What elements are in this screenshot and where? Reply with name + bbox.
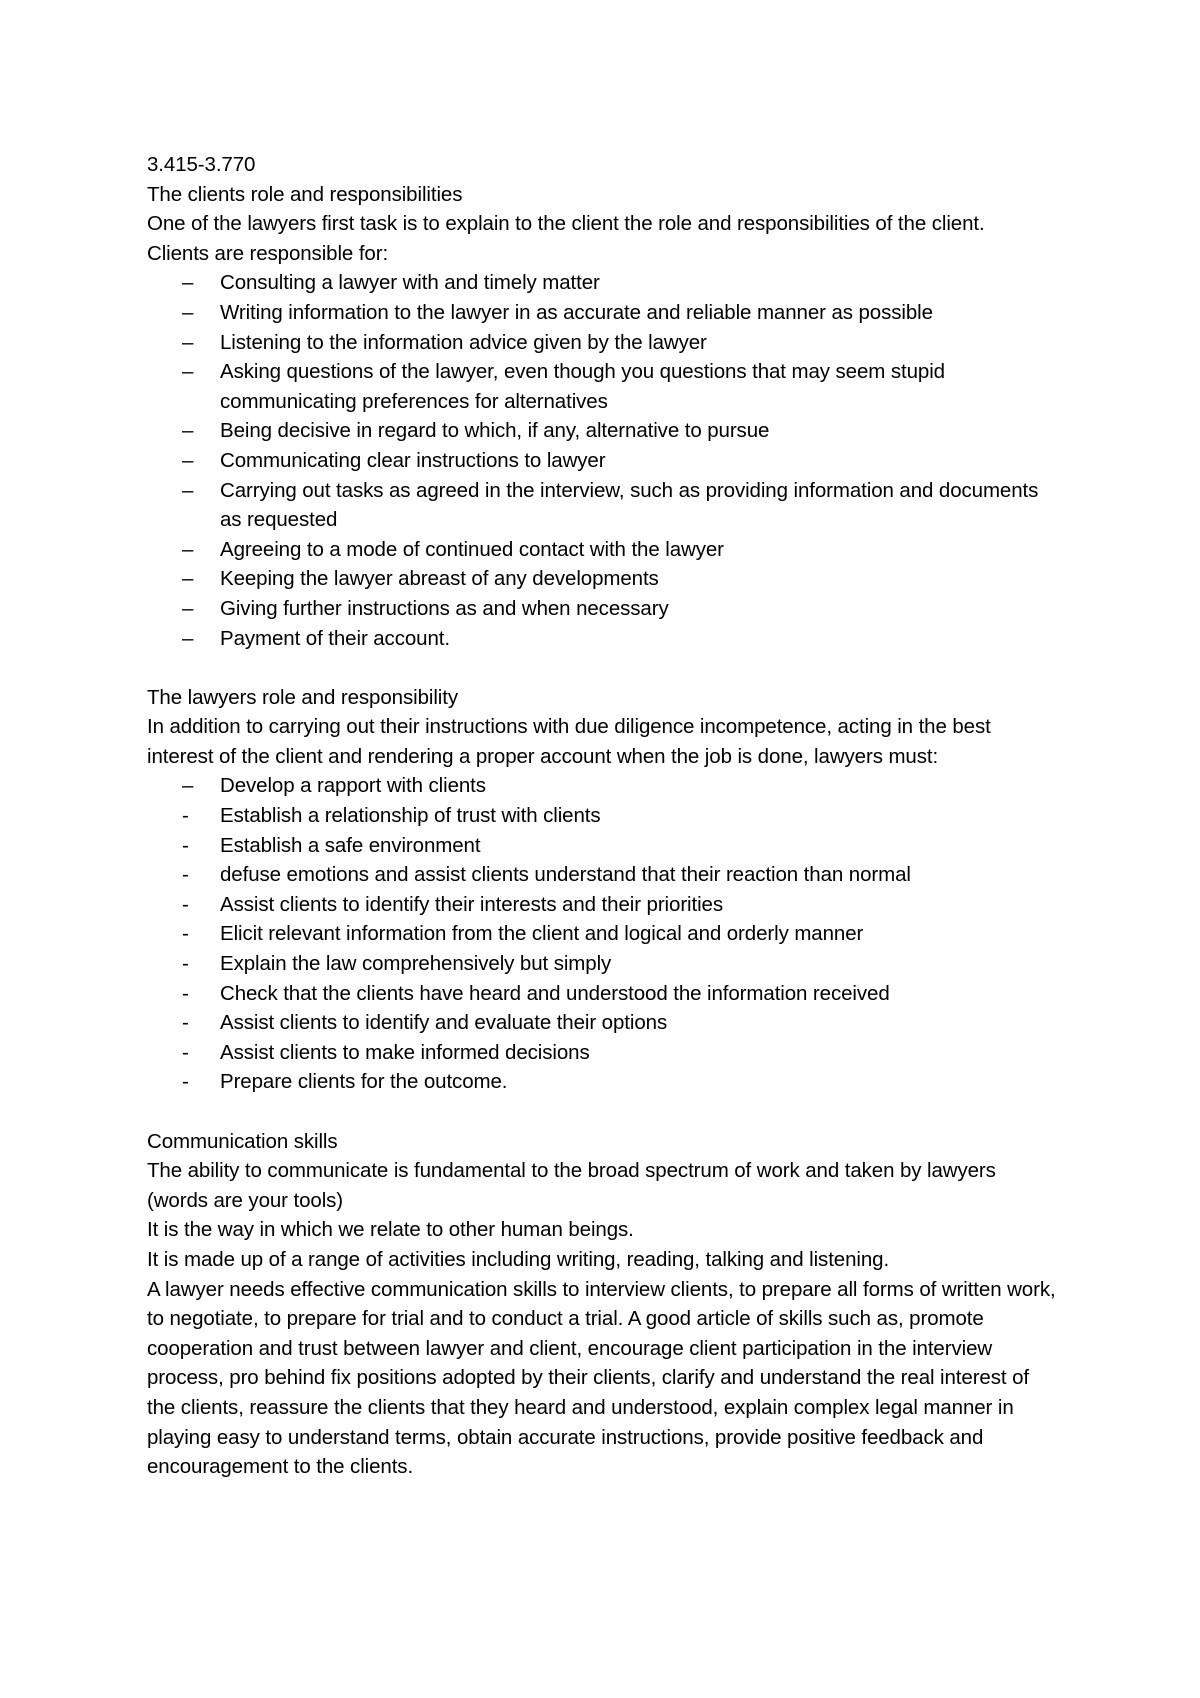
list-item — [147, 357, 1057, 416]
list-item — [147, 949, 1057, 979]
list-item — [147, 624, 1057, 654]
list-item — [147, 1067, 1057, 1097]
list-item-text: Elicit relevant information from the client and logical and orderly manner — [220, 922, 864, 946]
dash-marker: – — [182, 596, 194, 620]
list-item-text: Explain the law comprehensively but simply — [220, 952, 612, 976]
list-item — [147, 1008, 1057, 1038]
dash-marker: – — [182, 271, 194, 295]
lawyers-responsibilities-list — [147, 771, 1057, 1097]
list-item — [147, 476, 1057, 535]
section-intro-lawyers-role: In addition to carrying out their instructions with due diligence incompetence, acting in the best interest of the client and rendering a proper account when the job is done, lawyers must: — [147, 715, 991, 768]
list-item — [147, 831, 1057, 861]
dash-marker: - — [182, 952, 189, 976]
list-item — [147, 564, 1057, 594]
dash-marker: – — [182, 419, 194, 443]
list-item-text: Establish a safe environment — [220, 833, 481, 857]
dash-marker: - — [182, 863, 189, 887]
dash-marker: - — [182, 892, 189, 916]
paragraph: It is the way in which we relate to other human beings. — [147, 1218, 634, 1242]
list-item — [147, 771, 1057, 801]
dash-marker: – — [182, 567, 194, 591]
reference-number: 3.415-3.770 — [147, 153, 256, 176]
list-item-text: Assist clients to identify their interests and their priorities — [220, 892, 723, 916]
list-item-text: Check that the clients have heard and understood the information received — [220, 981, 890, 1005]
list-item — [147, 890, 1057, 920]
dash-marker: - — [182, 922, 189, 946]
list-item — [147, 328, 1057, 358]
document-body — [147, 150, 1057, 1482]
list-item-text: Listening to the information advice given by the lawyer — [220, 330, 707, 354]
paragraph-spacer — [147, 1097, 1057, 1127]
list-item — [147, 268, 1057, 298]
list-item-text: Assist clients to identify and evaluate their options — [220, 1011, 668, 1035]
section-heading-clients-role: The clients role and responsibilities — [147, 182, 463, 206]
paragraph: It is made up of a range of activities including writing, reading, talking and listening. — [147, 1247, 890, 1271]
list-item — [147, 801, 1057, 831]
section-heading-communication-skills: Communication skills — [147, 1129, 338, 1153]
dash-marker: - — [182, 1070, 189, 1094]
paragraph: The ability to communicate is fundamental to the broad spectrum of work and taken by lawyers (words are your tools) — [147, 1159, 996, 1212]
dash-marker: – — [182, 330, 194, 354]
section-intro-clients-role: One of the lawyers first task is to explain to the client the role and responsibilities of the client. — [147, 212, 985, 236]
dash-marker: – — [182, 537, 194, 561]
list-item — [147, 594, 1057, 624]
list-item — [147, 535, 1057, 565]
dash-marker: - — [182, 804, 189, 828]
list-item-text: Assist clients to make informed decisions — [220, 1040, 590, 1064]
dash-marker: – — [182, 774, 194, 798]
list-item-text: Asking questions of the lawyer, even though you questions that may seem stupid communicating preferences for alternatives — [220, 360, 945, 413]
dash-marker: – — [182, 360, 194, 384]
list-item-text: Payment of their account. — [220, 626, 450, 650]
paragraph-spacer — [147, 653, 1057, 683]
list-item — [147, 860, 1057, 890]
dash-marker: – — [182, 300, 194, 324]
list-item-text: Keeping the lawyer abreast of any developments — [220, 567, 659, 591]
section-heading-lawyers-role: The lawyers role and responsibility — [147, 685, 458, 709]
list-item-text: Being decisive in regard to which, if any, alternative to pursue — [220, 419, 770, 443]
list-item — [147, 446, 1057, 476]
list-item-text: Writing information to the lawyer in as accurate and reliable manner as possible — [220, 300, 933, 324]
dash-marker: – — [182, 448, 194, 472]
dash-marker: – — [182, 626, 194, 650]
list-item-text: Establish a relationship of trust with clients — [220, 804, 601, 828]
list-item — [147, 1038, 1057, 1068]
dash-marker: - — [182, 833, 189, 857]
paragraph: A lawyer needs effective communication skills to interview clients, to prepare all forms of written work, to negotiate, to prepare for trial and to conduct a trial. A good article of skills such as, promote cooperation and trust between lawyer and client, encourage client participation in the interview process, pro behind fix positions adopted by their clients, clarify and understand the real interest of the clients, reassure the clients that they heard and understood, explain complex legal manner in playing easy to understand terms, obtain accurate instructions, provide positive feedback and encouragement to the clients. — [147, 1277, 1056, 1479]
list-item-text: Prepare clients for the outcome. — [220, 1070, 508, 1094]
clients-responsibilities-list — [147, 268, 1057, 653]
list-intro-clients: Clients are responsible for: — [147, 241, 389, 265]
list-item-text: Consulting a lawyer with and timely matter — [220, 271, 600, 295]
list-item-text: Carrying out tasks as agreed in the interview, such as providing information and documents as requested — [220, 478, 1039, 532]
dash-marker: - — [182, 1011, 189, 1035]
list-item-text: Develop a rapport with clients — [220, 774, 486, 798]
dash-marker: – — [182, 478, 194, 502]
list-item-text: defuse emotions and assist clients understand that their reaction than normal — [220, 863, 911, 887]
dash-marker: - — [182, 981, 189, 1005]
list-item — [147, 298, 1057, 328]
list-item — [147, 416, 1057, 446]
list-item-text: Giving further instructions as and when necessary — [220, 596, 669, 620]
list-item — [147, 919, 1057, 949]
list-item-text: Communicating clear instructions to lawyer — [220, 448, 606, 472]
list-item — [147, 979, 1057, 1009]
dash-marker: - — [182, 1040, 189, 1064]
list-item-text: Agreeing to a mode of continued contact with the lawyer — [220, 537, 724, 561]
